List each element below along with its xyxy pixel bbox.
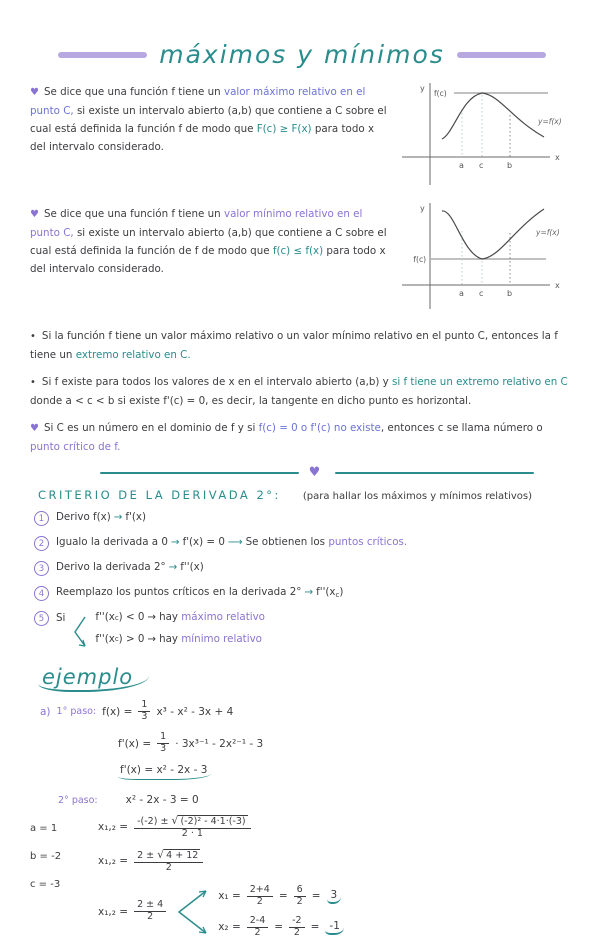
- section-divider: [100, 465, 534, 480]
- root-1-line: [218, 885, 344, 908]
- definition-max-section: [30, 79, 574, 193]
- step-1: [34, 510, 574, 526]
- tick-a: a: [459, 289, 464, 298]
- paso2-label: 2° paso:: [58, 794, 98, 806]
- fraction: [247, 885, 273, 908]
- denominator: 2 · 1: [181, 827, 203, 839]
- text-segment: 2 ±: [137, 849, 158, 861]
- math-lhs: x₂ =: [218, 921, 241, 934]
- text-segment: Igualo la derivada a 0: [56, 536, 168, 549]
- denominator: 3: [141, 711, 148, 723]
- page-header: [58, 40, 546, 69]
- math-expression: · 3x³⁻¹ - 2x²⁻¹ - 3: [175, 737, 264, 750]
- max-graph-svg: [398, 79, 574, 189]
- heart-bullet-icon: ♥: [30, 87, 39, 98]
- math-lhs: x₁,₂ =: [98, 821, 129, 834]
- step-text: [56, 510, 146, 525]
- math-lhs: f(x) =: [102, 705, 133, 718]
- numerator: [134, 849, 203, 863]
- item-label: a): [40, 705, 51, 718]
- text-segment: f''(x: [95, 611, 115, 624]
- step-number-badge: 5: [34, 611, 49, 626]
- text-segment: Reemplazo los puntos críticos en la derivada 2°: [56, 586, 302, 599]
- text-segment: Si: [56, 612, 66, 625]
- numerator: 6: [294, 885, 306, 897]
- paragraph-max: [30, 83, 392, 157]
- highlight-punto-critico: punto crítico de f.: [30, 441, 121, 454]
- step-2: [34, 535, 574, 551]
- coeff-a: a = 1: [30, 823, 58, 835]
- heart-icon: ♥: [308, 465, 321, 481]
- quadratic-line-1: [98, 815, 574, 840]
- step-text: [56, 535, 407, 550]
- equals-sign: =: [274, 921, 284, 934]
- math-expression: x³ - x² - 3x + 4: [156, 705, 234, 718]
- coefficients-column: [30, 815, 94, 941]
- highlight-max-relative: valor máximo relativo en el punto C,: [30, 86, 366, 117]
- page-title: máximos y mínimos: [159, 40, 445, 69]
- branch-arrow-icon: [72, 612, 88, 652]
- tick-c: c: [479, 289, 484, 298]
- dot-bullet-icon: •: [30, 331, 36, 342]
- fraction: [134, 815, 251, 840]
- text-segment: Derivo la derivada 2°: [56, 561, 166, 574]
- fraction: [289, 916, 304, 939]
- subscript: c: [335, 591, 340, 600]
- step-3: [34, 560, 574, 576]
- text-segment: f'(x) = 0: [182, 536, 225, 549]
- highlight-inequality: F(c) ≥ F(x): [256, 123, 312, 136]
- branch-max: [95, 610, 265, 625]
- heart-bullet-icon: ♥: [30, 209, 39, 220]
- example-line-fpx: [118, 732, 574, 755]
- equals-sign: =: [311, 890, 321, 903]
- math-lhs: f'(x) =: [118, 737, 152, 750]
- denominator: 2: [165, 861, 172, 873]
- text-segment: Se dice que una función f tiene un: [43, 86, 224, 98]
- math-lhs: x₁,₂ =: [98, 905, 129, 918]
- min-graph-svg: [398, 201, 574, 315]
- subscript: c: [114, 613, 119, 622]
- quadratic-steps-column: [98, 815, 574, 941]
- step-5-branches: [95, 610, 265, 647]
- numerator: 2-4: [247, 916, 269, 928]
- step-result: f'(x): [125, 511, 147, 524]
- text-segment: Se dice que una función f tiene un: [43, 208, 224, 220]
- step-number-badge: 2: [34, 536, 49, 551]
- arrow-icon: →: [147, 611, 157, 624]
- arrow-icon: →: [168, 561, 178, 574]
- highlight-inequality: f(c) ≤ f(x): [272, 245, 324, 258]
- arrow-icon: ⟶: [227, 536, 243, 549]
- sqrt-expression: [157, 847, 200, 861]
- step-number-badge: 4: [34, 586, 49, 601]
- text-segment: Se obtienen los: [245, 536, 329, 549]
- dot-bullet-icon: •: [30, 377, 36, 389]
- quadratic-block: [30, 815, 574, 941]
- text-segment: hay: [159, 632, 178, 645]
- title-decoration-left: [58, 52, 147, 58]
- denominator: 2: [254, 926, 261, 938]
- tick-c: c: [479, 161, 484, 170]
- highlight-extremo: extremo relativo en C.: [75, 348, 191, 361]
- root-1-value: 3: [327, 889, 342, 904]
- denominator: 2: [296, 895, 303, 907]
- text-segment: Si la función f tiene un valor máximo relativo o un valor mínimo relativo en el punto C, entonces la f tiene un: [30, 330, 558, 361]
- step-result: ): [339, 586, 344, 599]
- equals-sign: =: [310, 921, 320, 934]
- fraction: [134, 900, 166, 923]
- arrow-icon: →: [304, 586, 314, 599]
- text-segment: -(-2) ±: [137, 816, 172, 828]
- min-graph: [398, 201, 574, 319]
- ejemplo-title: ejemplo: [38, 665, 149, 692]
- criterio-title: CRITERIO DE LA DERIVADA 2°:: [38, 488, 281, 503]
- denominator: 2: [256, 895, 263, 907]
- subscript: c: [114, 635, 119, 644]
- definition-min-section: [30, 201, 574, 319]
- fraction: [134, 849, 203, 874]
- paragraph-min: [30, 205, 392, 279]
- math-lhs: x₁ =: [218, 890, 241, 903]
- divider-line-right: [335, 472, 534, 474]
- text-segment: si existe un intervalo abierto (a,b) que contiene a C sobre el cual está definida la función de f de modo que: [30, 226, 387, 258]
- numerator: 1: [157, 732, 169, 744]
- step-text: [56, 560, 204, 575]
- step-number-badge: 3: [34, 561, 49, 576]
- coeff-b: b = -2: [30, 851, 62, 863]
- arrow-icon: →: [170, 536, 180, 549]
- radicand: 4 + 12: [166, 849, 199, 861]
- text-segment: para todo x del intervalo considerado.: [30, 123, 375, 154]
- arrow-icon: →: [113, 511, 123, 524]
- example-line-paso2: [58, 794, 574, 806]
- min-curve: [442, 209, 544, 259]
- highlight-derivative-zero: f(c) = 0 o f'(c) no existe: [258, 422, 381, 435]
- step-result: f''(x): [180, 561, 204, 574]
- text-segment: Si f existe para todos los valores de x en el intervalo abierto (a,b) y: [41, 376, 393, 389]
- title-decoration-right: [457, 52, 546, 58]
- text-segment: Si C es un número en el dominio de f y si: [43, 422, 259, 435]
- radical-icon: √: [171, 814, 179, 828]
- quadratic-line-3: [98, 900, 166, 923]
- divider-line-left: [100, 472, 299, 474]
- math-lhs: x₁,₂ =: [98, 855, 129, 868]
- branch-min: [95, 632, 265, 647]
- text-segment: para todo x del intervalo considerado.: [30, 245, 386, 276]
- highlight-minimo: mínimo relativo: [181, 632, 262, 645]
- radical-icon: √: [157, 847, 165, 861]
- denominator: 2: [293, 926, 300, 938]
- example-line-fpx-final: [118, 764, 574, 780]
- highlight-puntos-criticos: puntos críticos.: [328, 536, 408, 549]
- tick-b: b: [507, 289, 513, 298]
- criterio-note: (para hallar los máximos y mínimos relativos): [302, 491, 533, 503]
- tick-b: b: [507, 161, 513, 170]
- roots-column: [218, 885, 344, 939]
- text-segment: hay: [159, 611, 178, 624]
- definition-max-text: [30, 79, 392, 193]
- fc-label: f(c): [413, 255, 426, 264]
- y-axis-label: y: [420, 84, 425, 93]
- example-line-fx: [40, 700, 574, 723]
- derived-equation: f'(x) = x² - 2x - 3: [118, 764, 211, 780]
- equals-sign: =: [278, 890, 288, 903]
- step-4: [34, 585, 574, 601]
- numerator: 1: [138, 700, 150, 712]
- x-axis-label: x: [555, 153, 560, 162]
- quadratic-line-2: [98, 849, 574, 874]
- fraction: [157, 732, 169, 755]
- numerator: -2: [289, 916, 304, 928]
- step-5: [34, 610, 574, 652]
- heart-bullet-icon: ♥: [30, 423, 39, 435]
- fraction: [294, 885, 306, 908]
- text-segment: Derivo f(x): [56, 511, 111, 524]
- denominator: 2: [147, 911, 154, 923]
- step-result: f''(x: [316, 586, 336, 599]
- fraction: [247, 916, 269, 939]
- branch-arrow-icon: [174, 883, 210, 941]
- max-graph: [398, 79, 574, 193]
- text-segment: , entonces c se llama número o: [380, 422, 543, 435]
- curve-label: y=f(x): [538, 117, 562, 126]
- coeff-c: c = -3: [30, 879, 61, 891]
- fc-label: f(c): [434, 89, 447, 98]
- numerator: [134, 815, 251, 829]
- text-segment: f''(x: [95, 632, 115, 645]
- paragraph-critico: [30, 419, 574, 456]
- text-segment: ) > 0: [118, 632, 145, 645]
- highlight-min-relative: valor mínimo relativo en el punto C,: [30, 208, 363, 239]
- radicand: (-2)² - 4·1·(-3): [180, 816, 246, 828]
- root-2-line: [218, 916, 344, 939]
- paragraph-extremo: [30, 327, 574, 364]
- step-text: [56, 585, 343, 601]
- paragraph-tangente: [30, 373, 574, 410]
- root-2-value: -1: [325, 920, 343, 935]
- highlight-extremo-c: si f tiene un extremo relativo en C: [392, 376, 568, 389]
- max-curve: [442, 93, 544, 139]
- math-expression: x² - 2x - 3 = 0: [125, 794, 199, 807]
- quadratic-branch-row: [98, 883, 574, 941]
- text-segment: donde a < c < b si existe f'(c) = 0, es decir, la tangente en dicho punto es horizontal.: [30, 394, 472, 407]
- step-number-badge: 1: [34, 511, 49, 526]
- text-segment: ) < 0: [118, 611, 145, 624]
- numerator: 2+4: [247, 885, 273, 897]
- paso1-label: 1° paso:: [56, 706, 97, 718]
- text-segment: si existe un intervalo abierto (a,b) que contiene a C sobre el cual está definida la función f de modo que: [30, 104, 387, 136]
- denominator: 3: [160, 743, 167, 755]
- tick-a: a: [459, 161, 464, 170]
- x-axis-label: x: [555, 281, 560, 290]
- sqrt-expression: [171, 816, 247, 827]
- highlight-maximo: máximo relativo: [181, 611, 265, 624]
- definition-min-text: [30, 201, 392, 319]
- numerator: 2 ± 4: [134, 900, 166, 912]
- criterio-heading-row: [38, 488, 574, 502]
- arrow-icon: →: [147, 632, 157, 645]
- fraction: [138, 700, 150, 723]
- curve-label: y=f(x): [536, 228, 560, 237]
- y-axis-label: y: [420, 204, 425, 213]
